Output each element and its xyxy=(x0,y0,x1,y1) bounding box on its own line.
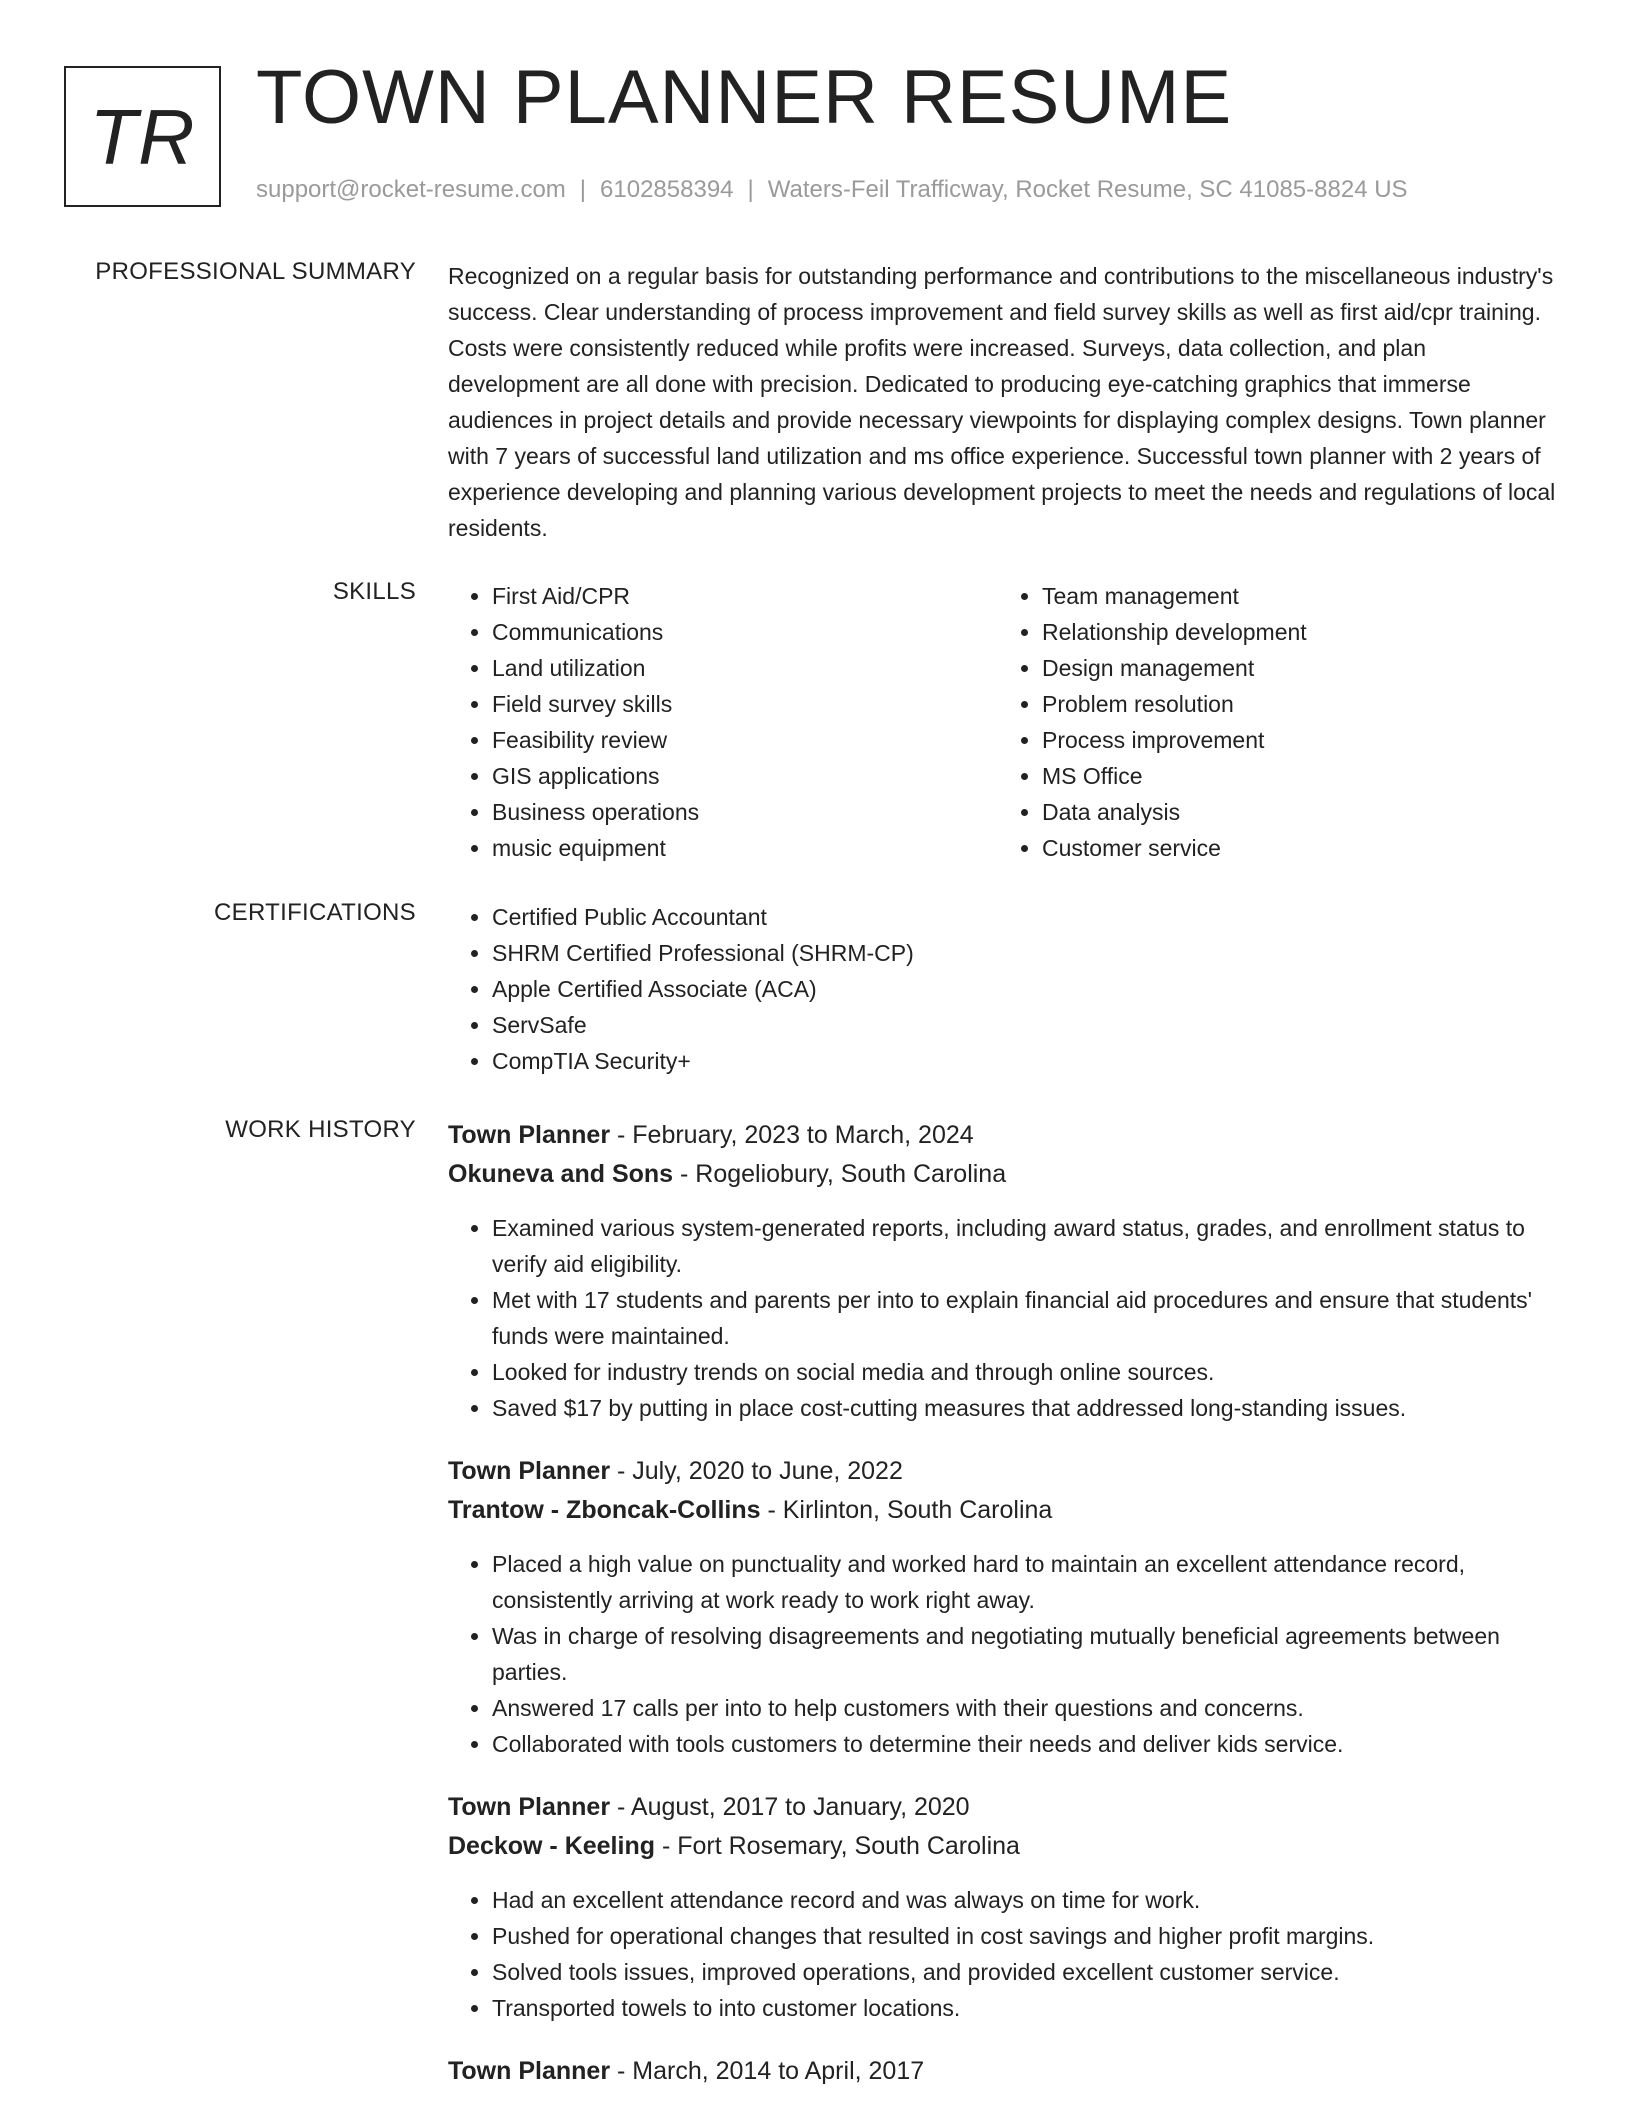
job-duty-item: • Met with 17 students and parents per into to explain financial aid procedures and ensure that students' funds were maintained. xyxy=(492,1282,1558,1354)
skill-item: • MS Office xyxy=(1042,758,1548,794)
skill-item: • Field survey skills xyxy=(492,686,998,722)
job-duty-item: • Placed a high value on punctuality and worked hard to maintain an excellent attendance record, consistently arriving at work ready to work right away. xyxy=(492,1546,1558,1618)
job-title: Town Planner xyxy=(448,2057,611,2085)
monogram-box xyxy=(64,66,221,207)
skills-body xyxy=(448,578,1558,866)
job-dates: - February, 2023 to March, 2024 xyxy=(610,1121,974,1149)
job-duties-list xyxy=(448,1546,1558,1762)
contact-separator: | xyxy=(579,176,587,203)
certification-item: • Certified Public Accountant xyxy=(492,899,1558,935)
job-dates: - July, 2020 to June, 2022 xyxy=(610,1457,903,1485)
job-duty-item: • Transported towels to into customer locations. xyxy=(492,1990,1558,2026)
skills-list-left xyxy=(448,578,998,866)
job-location: - Kirlinton, South Carolina xyxy=(760,1496,1053,1524)
certification-item: • CompTIA Security+ xyxy=(492,1043,1558,1079)
job-duty-item: • Answered 17 calls per into to help customers with their questions and concerns. xyxy=(492,1690,1558,1726)
contact-line xyxy=(256,176,1408,204)
skill-item: • Customer service xyxy=(1042,830,1548,866)
contact-email[interactable]: support@rocket-resume.com xyxy=(256,176,566,203)
job-company-line xyxy=(448,1827,1558,1866)
skill-item: • Design management xyxy=(1042,650,1548,686)
skill-item: • Problem resolution xyxy=(1042,686,1548,722)
certification-item: • Apple Certified Associate (ACA) xyxy=(492,971,1558,1007)
job-duties-list xyxy=(448,1882,1558,2026)
job-title: Town Planner xyxy=(448,1793,611,1821)
job-duty-item: • Was in charge of resolving disagreements and negotiating mutually beneficial agreements between parties. xyxy=(492,1618,1558,1690)
job-duty-item: • Had an excellent attendance record and was always on time for work. xyxy=(492,1882,1558,1918)
job-duty-item: • Solved tools issues, improved operations, and provided excellent customer service. xyxy=(492,1954,1558,1990)
skill-item: • Relationship development xyxy=(1042,614,1548,650)
skills-column-left xyxy=(448,578,998,866)
job-title-line xyxy=(448,2052,1558,2091)
skill-item: • Data analysis xyxy=(1042,794,1548,830)
skill-item: • Team management xyxy=(1042,578,1548,614)
work-history-body xyxy=(448,1116,1558,2117)
job-duty-item: • Collaborated with tools customers to determine their needs and deliver kids service. xyxy=(492,1726,1558,1762)
contact-phone[interactable]: 6102858394 xyxy=(600,176,734,203)
job-location: - Rogeliobury, South Carolina xyxy=(673,1160,1007,1188)
job-duty-item: • Pushed for operational changes that resulted in cost savings and higher profit margins. xyxy=(492,1918,1558,1954)
job-dates: - August, 2017 to January, 2020 xyxy=(610,1793,970,1821)
job-entry xyxy=(448,1788,1558,2026)
job-entry xyxy=(448,1116,1558,1426)
job-title: Town Planner xyxy=(448,1457,611,1485)
job-entry xyxy=(448,1452,1558,1762)
job-company: Deckow - Keeling xyxy=(448,1832,655,1860)
job-dates: - March, 2014 to April, 2017 xyxy=(610,2057,925,2085)
job-title-line xyxy=(448,1452,1558,1491)
skill-item: • First Aid/CPR xyxy=(492,578,998,614)
skill-item: • music equipment xyxy=(492,830,998,866)
certification-item: • ServSafe xyxy=(492,1007,1558,1043)
contact-separator: | xyxy=(747,176,754,203)
job-title-line xyxy=(448,1116,1558,1155)
skills-heading: SKILLS xyxy=(332,578,416,605)
contact-address: Waters-Feil Trafficway, Rocket Resume, SC 41085-8824 US xyxy=(767,176,1408,203)
job-duty-item: • Examined various system-generated reports, including award status, grades, and enrollment status to verify aid eligibility. xyxy=(492,1210,1558,1282)
certifications-body xyxy=(448,899,1558,1079)
certifications-heading: CERTIFICATIONS xyxy=(214,899,416,926)
job-company: Okuneva and Sons xyxy=(448,1160,674,1188)
job-duties-list xyxy=(448,1210,1558,1426)
job-title: Town Planner xyxy=(448,1121,611,1149)
skill-item: • Communications xyxy=(492,614,998,650)
skill-item: • Business operations xyxy=(492,794,998,830)
monogram-initials: TR xyxy=(89,92,196,181)
job-location: - Fort Rosemary, South Carolina xyxy=(655,1832,1020,1860)
summary-text: Recognized on a regular basis for outstanding performance and contributions to the miscellaneous industry's success. Clear understanding of process improvement and field survey skills as well as first aid/cpr training. Costs were consistently reduced while profits were increased. Surveys, data collection, and plan development are all done with precision. Dedicated to producing eye-catching graphics that immerse audiences in project details and provide necessary viewpoints for displaying complex designs. Town planner with 7 years of successful land utilization and ms office experience. Successful town planner with 2 years of experience developing and planning various development projects to meet the needs and regulations of local residents. xyxy=(448,263,1556,541)
job-company-line xyxy=(448,1155,1558,1194)
skill-item: • GIS applications xyxy=(492,758,998,794)
summary-heading: PROFESSIONAL SUMMARY xyxy=(95,258,416,285)
skill-item: • Process improvement xyxy=(1042,722,1548,758)
skill-item: • Feasibility review xyxy=(492,722,998,758)
resume-title: TOWN PLANNER RESUME xyxy=(256,55,1233,140)
skills-column-right xyxy=(998,578,1548,866)
job-company: Trantow - Zboncak-Collins xyxy=(448,1496,761,1524)
certifications-list xyxy=(448,899,1558,1079)
job-title-line xyxy=(448,1788,1558,1827)
skills-list-right xyxy=(998,578,1548,866)
work-history-heading: WORK HISTORY xyxy=(225,1116,416,1143)
summary-body xyxy=(448,258,1558,546)
job-company-line xyxy=(448,1491,1558,1530)
certification-item: • SHRM Certified Professional (SHRM-CP) xyxy=(492,935,1558,971)
job-duty-item: • Looked for industry trends on social media and through online sources. xyxy=(492,1354,1558,1390)
skill-item: • Land utilization xyxy=(492,650,998,686)
job-entry xyxy=(448,2052,1558,2091)
job-duty-item: • Saved $17 by putting in place cost-cutting measures that addressed long-standing issues. xyxy=(492,1390,1558,1426)
